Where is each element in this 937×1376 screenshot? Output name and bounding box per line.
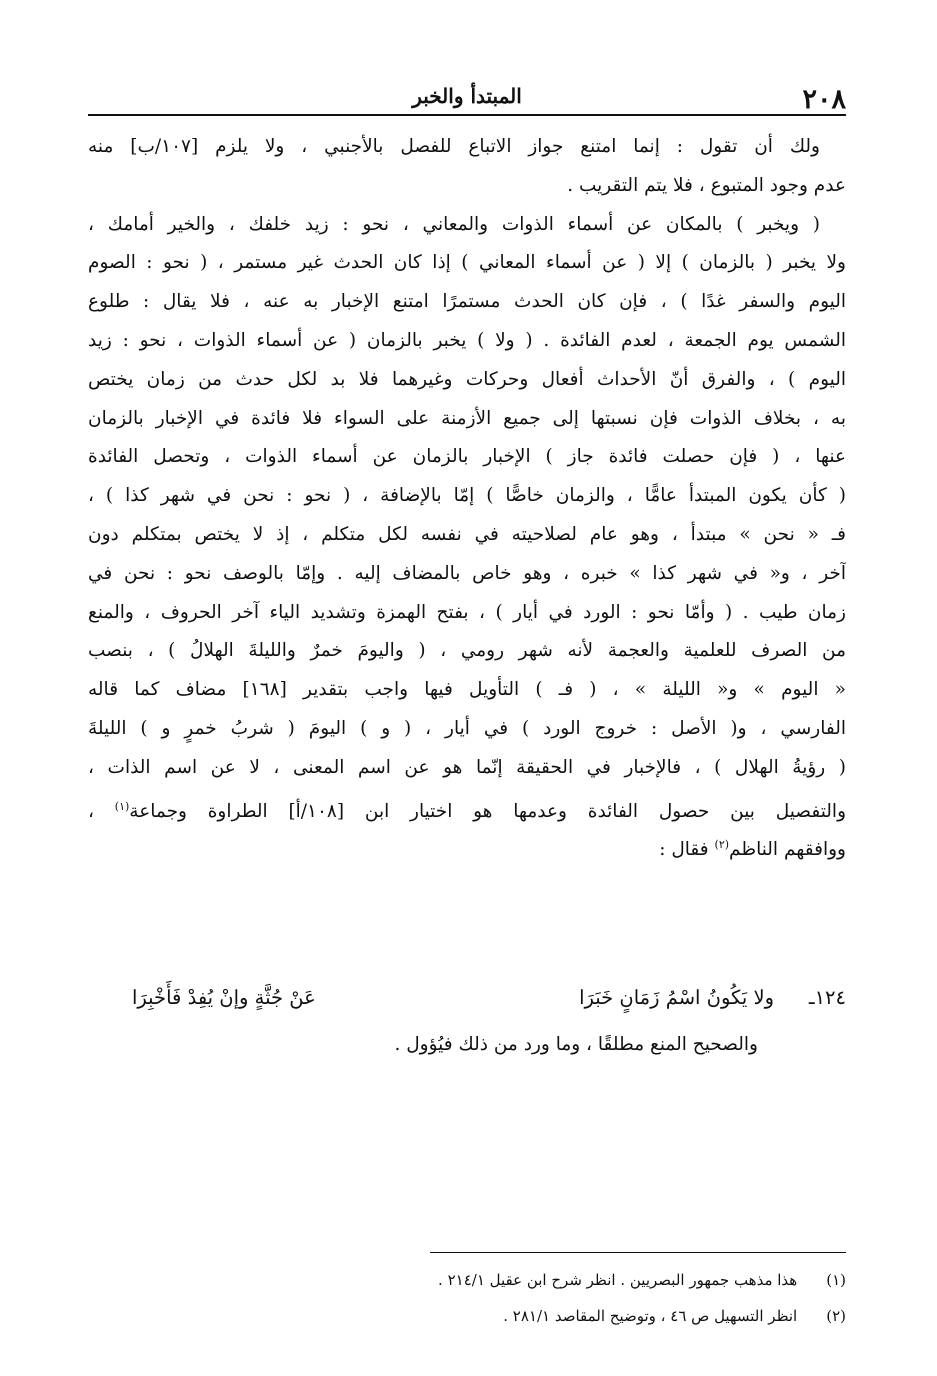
verse-number: ١٢٤ـ — [808, 986, 846, 1009]
text-line: ولا يخبر ( بالزمان ) إلا ( عن أسماء المعاني ) إذا كان الحدث غير مستمر ، ( نحو : الصوم — [88, 252, 846, 274]
text-line: ولك أن تقول : إنما امتنع جواز الاتباع للفصل بالأجنبي ، ولا يلزم [١٠٧/ب] منه — [88, 136, 820, 157]
text-line: عدم وجود المتبوع ، فلا يتم التقريب . — [567, 174, 846, 196]
text-line — [88, 826, 846, 865]
text-line: الفارسي ، و( الأصل : خروج الورد ) في أيار ، ( و ) اليومَ ( شربُ خمرٍ و ) الليلةَ — [88, 717, 846, 739]
footnote-ref-2[interactable]: (٢) — [714, 838, 730, 852]
footnote — [88, 1298, 846, 1334]
verse-first-hemistich: ولا يَكُونُ اسْمُ زَمَانٍ خَبَرَا — [579, 986, 774, 1009]
text-line: اليوم ) ، والفرق أنّ الأحداث أفعال وحركات وغيرهما فلا بد لكل حدث من زمان يختص — [88, 368, 846, 390]
footnote-number: (١) — [826, 1271, 846, 1289]
footnote — [88, 1262, 846, 1298]
page-number: ٢٠٨ — [802, 84, 846, 115]
text-line: « اليوم » و« الليلة » ، ( فـ ) التأويل فيها واجب بتقدير [١٦٨] مضاف كما قاله — [88, 679, 846, 701]
footnotes — [88, 1262, 846, 1334]
text-line: آخر ، و« في شهر كذا » خبره ، وهو خاص بالمضاف إليه . وإمّا بالوصف نحو : نحن في — [88, 562, 846, 584]
footnote-text: انظر التسهيل ص ٤٦ ، وتوضيح المقاصد ٢٨١/١ . — [503, 1307, 798, 1325]
footnote-number: (٢) — [826, 1307, 846, 1325]
text-line: به ، بخلاف الذوات فإن نسبتها إلى جميع الأزمنة على السواء فلا فائدة في الإخبار بالزمان — [88, 407, 846, 429]
text-line-content: ووافقهم الناظم — [729, 839, 846, 861]
verse-line — [120, 978, 846, 1018]
footnote-ref-1[interactable]: (١) — [114, 799, 130, 813]
page-header — [88, 82, 846, 115]
verse-second-hemistich: عَنْ جُثَّةٍ وإنْ يُفِدْ فَأَخْبِرَا — [132, 986, 316, 1009]
text-line: فـ « نحن » مبتدأ ، وهو عام لصلاحيته في نفسه لكل متكلم ، إذ لا يختص بمتكلم دون — [88, 523, 846, 545]
text-line: ( رؤيةُ الهلال ) ، فالإخبار في الحقيقة إنّما هو عن اسم المعنى ، لا عن اسم الذات ، — [88, 756, 846, 778]
verse-commentary: والصحيح المنع مطلقًا ، وما ورد من ذلك فيُؤول . — [394, 1034, 758, 1055]
main-text — [88, 128, 846, 865]
footnote-rule — [430, 1252, 846, 1253]
text-line: اليوم والسفر غدًا ) ، فإن كان الحدث مستمرًا امتنع الإخبار به عنه ، فلا يقال : طلوع — [88, 291, 846, 313]
text-line-tail: فقال : — [659, 839, 709, 861]
text-line — [88, 788, 846, 827]
text-line: الشمس يوم الجمعة ، لعدم الفائدة . ( ولا ) يخبر بالزمان ( عن أسماء الذوات ، نحو : زيد — [88, 329, 846, 351]
text-line: عنها ، ( فإن حصلت فائدة جاز ) الإخبار بالزمان عن أسماء الذوات ، وتحصل الفائدة — [88, 446, 846, 468]
footnote-text: هذا مذهب جمهور البصريين . انظر شرح ابن عقيل ٢١٤/١ . — [438, 1271, 798, 1289]
running-title: المبتدأ والخبر — [412, 84, 522, 108]
text-line: من الصرف للعلمية والعجمة لأنه شهر رومي ، ( واليومَ خمرٌ والليلةَ الهلالُ ) ، بنصب — [88, 640, 846, 662]
text-line: ( ويخبر ) بالمكان عن أسماء الذوات والمعاني ، نحو : زيد خلفك ، والخير أمامك ، — [88, 213, 820, 235]
text-line: ( كأن يكون المبتدأ عامًّا ، والزمان خاصًّا ) إمّا بالإضافة ، ( نحو : نحن في شهر كذا ) ، — [88, 485, 846, 507]
header-rule — [88, 114, 846, 116]
text-line: زمان طيب . ( وأمّا نحو : الورد في أيار ) ، بفتح الهمزة وتشديد الياء آخر الحروف ، والمنع — [88, 601, 846, 623]
text-line-tail: ، — [88, 800, 94, 822]
text-line-content: والتفصيل بين حصول الفائدة وعدمها هو اختيار ابن [١٠٨/أ] الطراوة وجماعة — [129, 800, 846, 822]
